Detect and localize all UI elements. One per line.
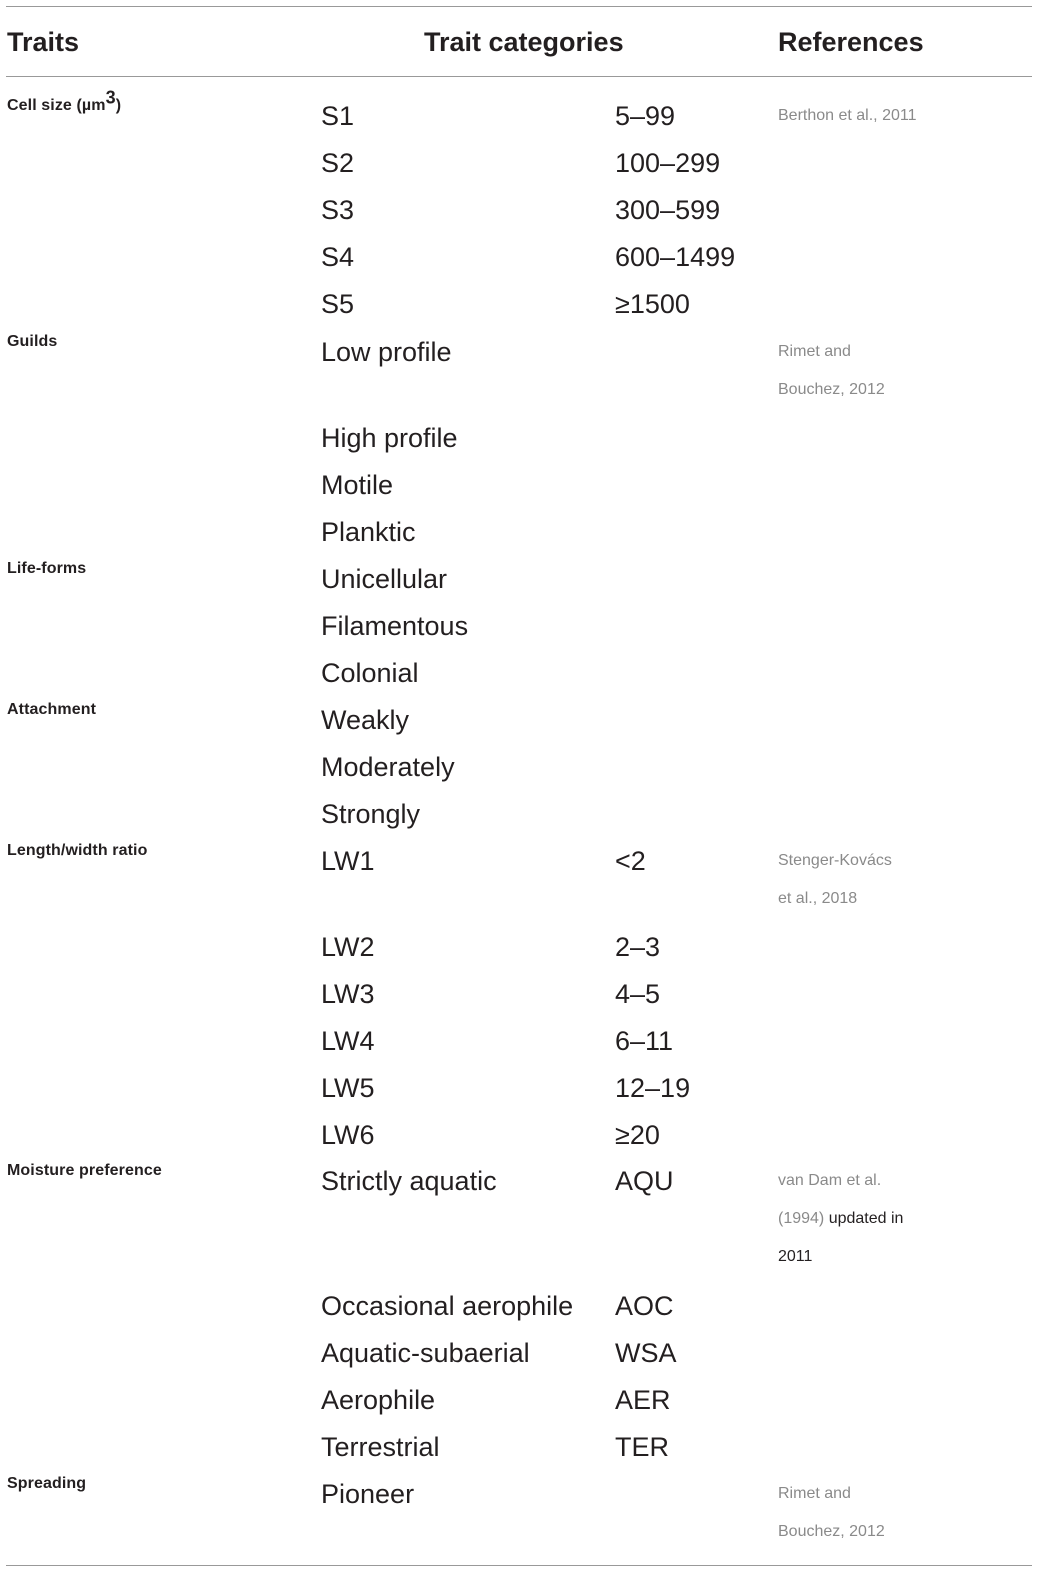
reference-line: Bouchez, 2012: [778, 1523, 885, 1540]
category: LW1: [321, 846, 375, 876]
category: Aquatic-subaerial: [321, 1338, 530, 1368]
category: Weakly: [321, 705, 410, 735]
category: LW3: [321, 979, 375, 1009]
table-row: [6, 140, 1032, 187]
table-row: [6, 93, 1032, 140]
category: Colonial: [321, 658, 419, 688]
reference-length-width-ratio: [778, 842, 1032, 918]
reference-moisture-preference: [778, 1162, 1032, 1276]
value: AER: [615, 1385, 671, 1415]
group-attachment: [6, 697, 1032, 838]
value: ≥1500: [615, 289, 690, 319]
category: Planktic: [321, 517, 416, 547]
trait-label: Cell size (µm: [7, 97, 106, 114]
value: 4–5: [615, 979, 661, 1009]
value: TER: [615, 1432, 669, 1462]
category: Aerophile: [321, 1385, 436, 1415]
value: AOC: [615, 1291, 674, 1321]
category: Unicellular: [321, 564, 448, 594]
category: Terrestrial: [321, 1432, 440, 1462]
value: AQU: [615, 1166, 674, 1196]
trait-spreading: Spreading: [7, 1475, 87, 1492]
value: 5–99: [615, 101, 676, 131]
group-life-forms: [6, 556, 1032, 697]
reference-line: updated in: [824, 1210, 904, 1227]
group-spreading: [6, 1471, 1032, 1557]
category: LW4: [321, 1026, 375, 1056]
group-length-width-ratio: [6, 838, 1032, 1158]
traits-table: [6, 6, 1032, 1566]
trait-label-close: ): [115, 97, 122, 114]
trait-superscript: 3: [105, 87, 116, 108]
value: ≥20: [615, 1120, 660, 1150]
group-moisture-preference: [6, 1158, 1032, 1471]
trait-life-forms: Life-forms: [7, 560, 87, 577]
value: 600–1499: [615, 242, 736, 272]
category: LW5: [321, 1073, 375, 1103]
table-header: [6, 7, 1032, 76]
value: 6–11: [615, 1026, 674, 1056]
table-row: [6, 187, 1032, 234]
category: Strictly aquatic: [321, 1166, 497, 1196]
category: S3: [321, 195, 355, 225]
header-references: References: [778, 27, 924, 57]
trait-length-width-ratio: Length/width ratio: [7, 842, 148, 859]
category: Moderately: [321, 752, 455, 782]
table-body: [6, 77, 1032, 1565]
value: 2–3: [615, 932, 661, 962]
category: Low profile: [321, 337, 452, 367]
table-bottom-rule: [6, 1565, 1032, 1566]
reference-line: Rimet and: [778, 343, 851, 360]
reference-line: 2011: [778, 1248, 813, 1265]
value: 100–299: [615, 148, 721, 178]
category: Motile: [321, 470, 394, 500]
value: 12–19: [615, 1073, 691, 1103]
table-row: [6, 281, 1032, 328]
value: <2: [615, 846, 646, 876]
header-traits: Traits: [7, 27, 80, 57]
reference-spreading: [778, 1475, 1032, 1551]
category: S2: [321, 148, 355, 178]
value: 300–599: [615, 195, 721, 225]
reference-guilds: [778, 333, 1032, 409]
reference-cell-size: Berthon et al., 2011: [778, 107, 917, 124]
category: S4: [321, 242, 355, 272]
group-cell-size: [6, 87, 1032, 329]
reference-line: et al., 2018: [778, 890, 858, 907]
reference-line: van Dam et al.: [778, 1172, 882, 1189]
category: Filamentous: [321, 611, 469, 641]
reference-line: Rimet and: [778, 1485, 851, 1502]
category: Pioneer: [321, 1479, 415, 1509]
value: WSA: [615, 1338, 677, 1368]
category: LW2: [321, 932, 375, 962]
category: Strongly: [321, 799, 421, 829]
category: LW6: [321, 1120, 375, 1150]
reference-line: Stenger-Kovács: [778, 852, 892, 869]
group-guilds: [6, 329, 1032, 556]
trait-moisture-preference: Moisture preference: [7, 1162, 162, 1179]
trait-guilds: Guilds: [7, 333, 58, 350]
reference-line: Bouchez, 2012: [778, 381, 885, 398]
trait-attachment: Attachment: [7, 701, 97, 718]
table-row: [6, 234, 1032, 281]
category: High profile: [321, 423, 458, 453]
reference-line: (1994): [778, 1210, 825, 1227]
category: S5: [321, 289, 355, 319]
header-trait-categories: Trait categories: [424, 27, 624, 57]
category: Occasional aerophile: [321, 1291, 574, 1321]
category: S1: [321, 101, 355, 131]
